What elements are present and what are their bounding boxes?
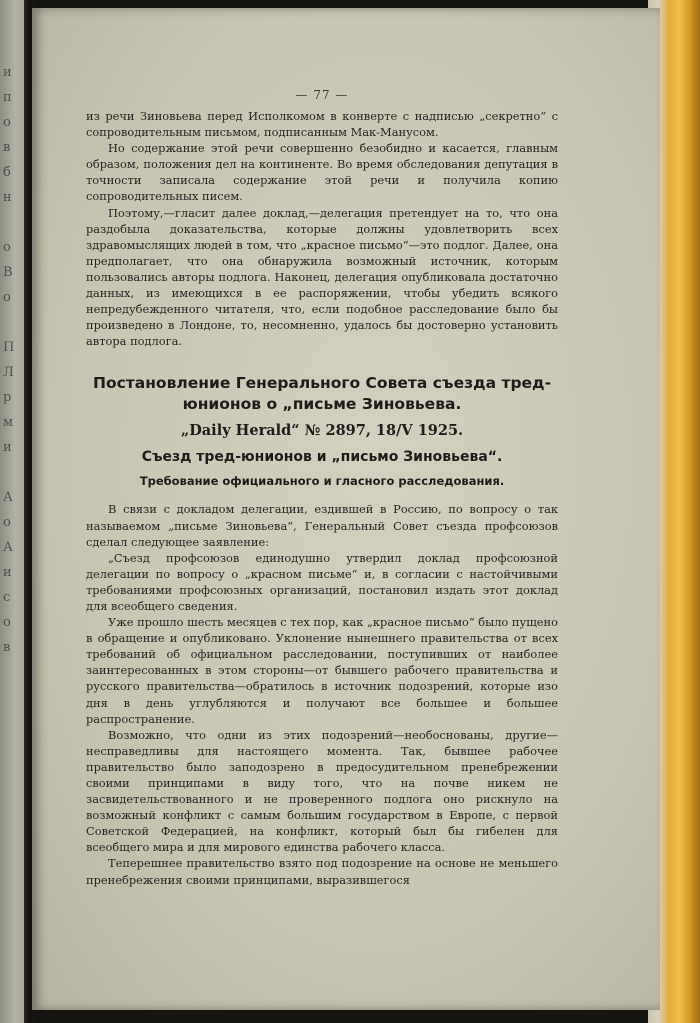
- paragraph: Уже прошло шесть месяцев с тех пор, как „красное письмо“ было пущено в обращение и опубликовано. Уклонение нынешнего правительства от всех требований об официальном расследовании, поступивших от наиболее заинтересованных в этом стороны—от бывшего рабочего правительства и русского правительства—обратилось в источник подозрений, которые изо дня в день углубляются и получают все большее и большее распространение.: [86, 615, 558, 726]
- book-page: [32, 8, 660, 1010]
- article-body: [86, 501, 558, 887]
- paragraph: Поэтому,—гласит далее доклад,—делегация претендует на то, что она раздобыла доказательства, которые должны удовлетворить всех здравомыслящих людей в том, что „красное письмо“—это подлог. Далее, она предполагает, что она обнаружила возможный источник, которым пользовались авторы подлога. Наконец, делегация опубликовала достаточно данных, из имеющихся в ее распоряжении, чтобы убедить всякого непредубежденного читателя, что, если подобное расследование было бы произведено в Лондоне, то, несомненно, удалось бы достоверно установить автора подлога.: [86, 205, 558, 349]
- page-content: [86, 88, 558, 888]
- paragraph: Возможно, что одни из этих подозрений—необоснованы, другие—несправедливы для настоящего момента. Так, бывшее рабочее правительство было заподозрено в предосудительном пренебрежении своими принципами в виду того, что на почве никем не засвидетельствованного и не проверенного подлога оно рискнуло на возможный конфликт с самым большим государством в Европе, с первой Советской Федерацией, на конфликт, который был бы гибелен для всеобщего мира и для мирового единства рабочего класса.: [86, 727, 558, 855]
- source-line: „Daily Herald“ № 2897, 18/V 1925.: [180, 422, 464, 440]
- paragraph: Но содержание этой речи совершенно безобидно и касается, главным образом, положения дел на континенте. Во время обследования депутация в точности записала содержание этой речи и получила копию сопроводительных писем.: [86, 141, 558, 204]
- paragraph: Теперешнее правительство взято под подозрение на основе не меньшего пренебрежения своими принципами, выразившегося: [86, 856, 558, 887]
- section-title: Постановление Генерального Совета съезда тред-юнионов о „письме Зиновьева.: [92, 374, 552, 414]
- paragraph: „Съезд профсоюзов единодушно утвердил доклад профсоюзной делегации по вопросу о „красном письме“ и, в согласии с настойчивыми требованиями профсоюзных организаций, постановил издать этот доклад для всеобщего сведения.: [86, 550, 558, 613]
- intro-text: [86, 108, 558, 349]
- left-page-text: и п о в б н о В о П Л р м и А о А и с о в: [3, 65, 16, 655]
- paragraph: В связи с докладом делегации, ездившей в Россию, по вопросу о так называемом „письме Зиновьева“, Генеральный Совет съезда профсоюзов сделал следующее заявление:: [86, 502, 558, 549]
- paragraph: из речи Зиновьева перед Исполкомом в конверте с надписью „секретно“ с сопроводительным письмом, подписанным Мак-Манусом.: [86, 109, 558, 140]
- article-title: Съезд тред-юнионов и „письмо Зиновьева“.: [141, 449, 503, 466]
- article-subtitle: Требование официального и гласного расследования.: [139, 474, 505, 489]
- page-number: — 77 —: [295, 88, 349, 102]
